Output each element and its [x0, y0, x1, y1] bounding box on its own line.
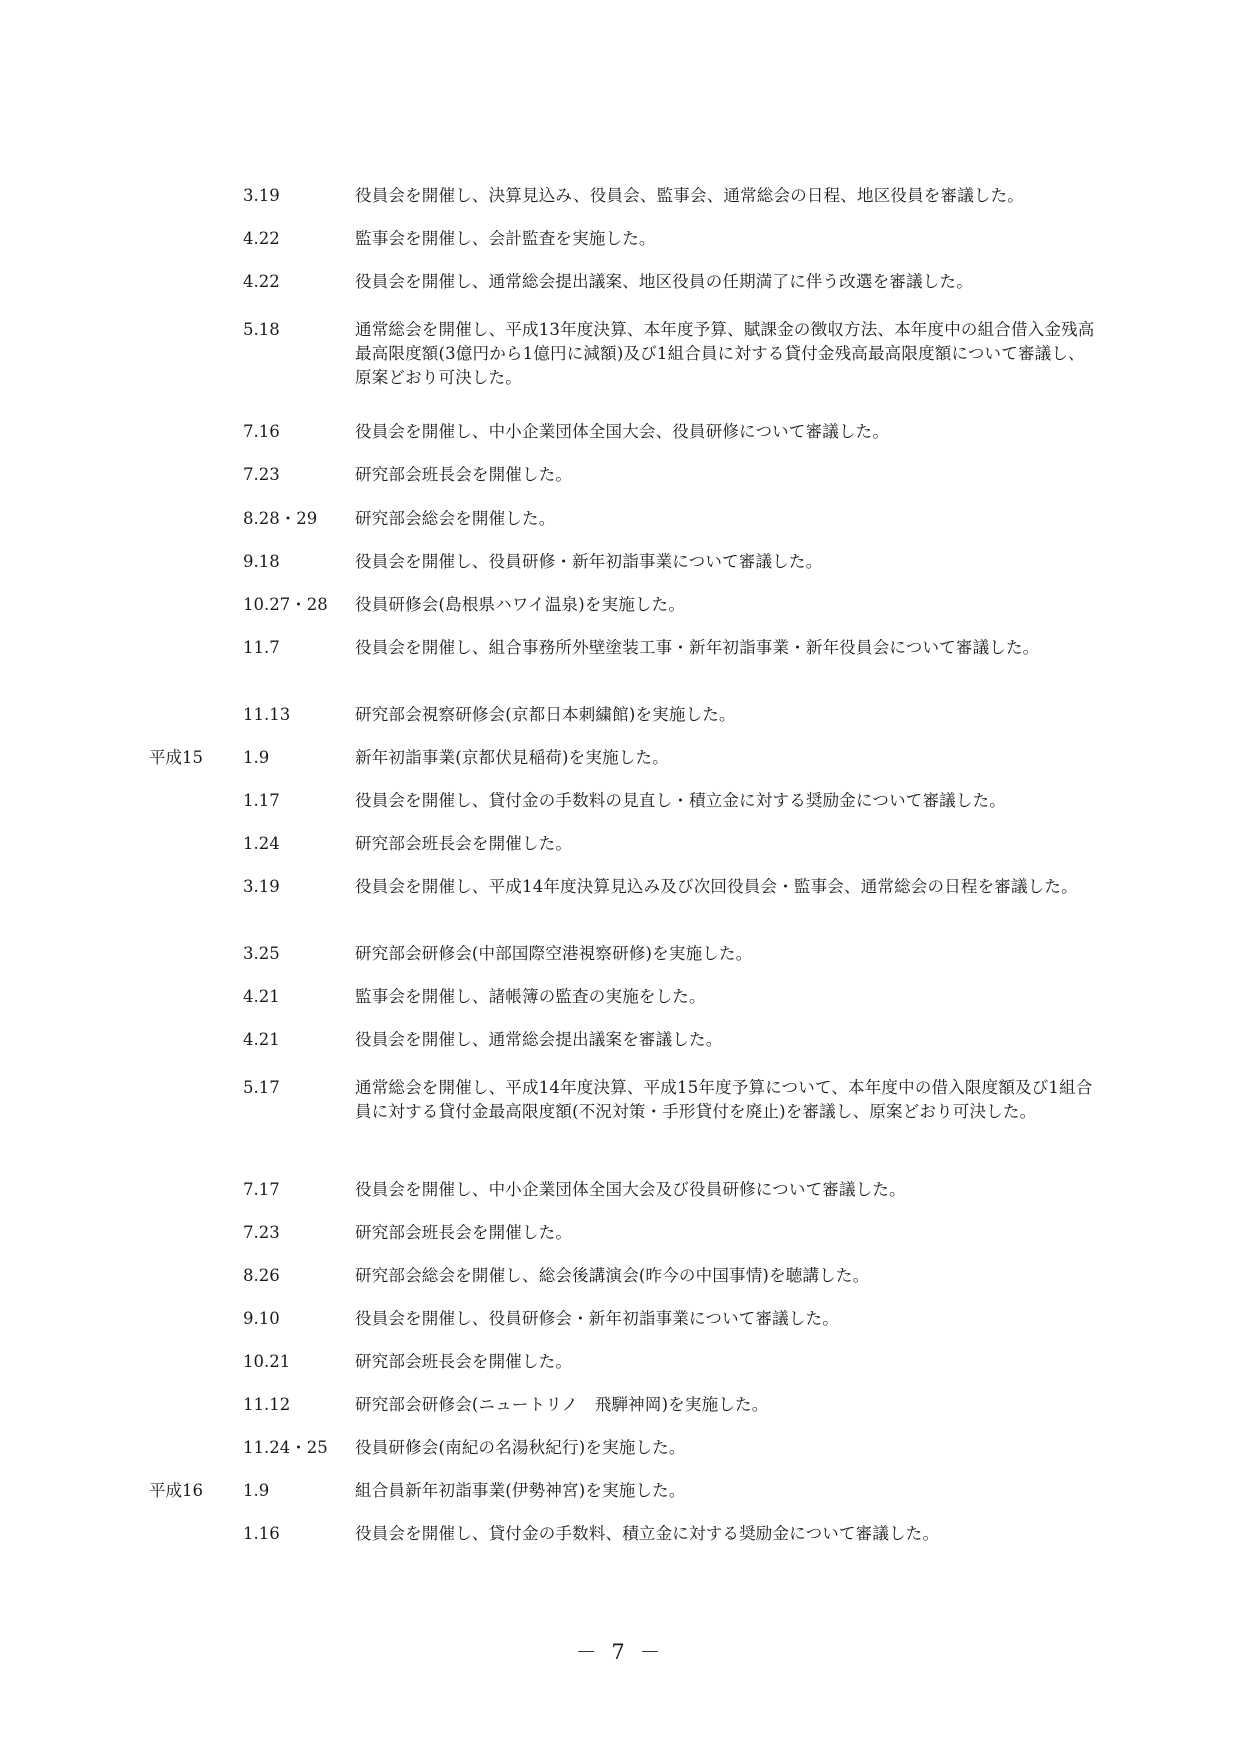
- entry-date: 1.24: [243, 834, 280, 853]
- entry-text: 役員会を開催し、貸付金の手数料の見直し・積立金に対する奨励金について審議した。: [355, 791, 1006, 810]
- entry-text: 役員会を開催し、平成14年度決算見込み及び次回役員会・監事会、通常総会の日程を審議した。: [355, 877, 1078, 896]
- entry-date: 8.28・29: [243, 509, 318, 528]
- era-year: 平成16: [149, 1481, 203, 1500]
- entry-text: 役員会を開催し、役員研修・新年初詣事業について審議した。: [355, 552, 823, 571]
- entry-text: 研究部会班長会を開催した。: [355, 1352, 573, 1371]
- entry-date: 5.17: [243, 1078, 280, 1097]
- entry-text: 研究部会総会を開催した。: [355, 509, 556, 528]
- entry-date: 10.21: [243, 1352, 291, 1371]
- entry-text: 通常総会を開催し、平成13年度決算、本年度予算、賦課金の徴収方法、本年度中の組合借入金残高最高限度額(3億円から1億円に減額)及び1組合員に対する貸付金残高最高限度額について審議し、原案どおり可決した。: [355, 320, 1095, 387]
- entry-text: 新年初詣事業(京都伏見稲荷)を実施した。: [355, 748, 669, 767]
- entry-text: 役員研修会(南紀の名湯秋紀行)を実施した。: [355, 1438, 686, 1457]
- entry-text: 役員研修会(島根県ハワイ温泉)を実施した。: [355, 595, 686, 614]
- entry-date: 7.17: [243, 1180, 280, 1199]
- entry-text: 役員会を開催し、通常総会提出議案、地区役員の任期満了に伴う改選を審議した。: [355, 272, 973, 291]
- entry-date: 11.12: [243, 1395, 291, 1414]
- entry-text: 研究部会研修会(ニュートリノ 飛騨神岡)を実施した。: [355, 1395, 769, 1414]
- entry-text: 役員会を開催し、通常総会提出議案を審議した。: [355, 1030, 723, 1049]
- entry-text: 研究部会視察研修会(京都日本刺繍館)を実施した。: [355, 705, 736, 724]
- entry-text: 組合員新年初詣事業(伊勢神宮)を実施した。: [355, 1481, 686, 1500]
- entry-date: 7.23: [243, 465, 280, 484]
- entry-text: 役員会を開催し、決算見込み、役員会、監事会、通常総会の日程、地区役員を審議した。: [355, 186, 1024, 205]
- entry-date: 11.7: [243, 638, 280, 657]
- entry-date: 7.16: [243, 422, 280, 441]
- entry-date: 3.19: [243, 186, 280, 205]
- entry-date: 1.16: [243, 1524, 280, 1543]
- entry-date: 11.24・25: [243, 1438, 328, 1457]
- entry-date: 4.21: [243, 987, 280, 1006]
- entry-text: 監事会を開催し、諸帳簿の監査の実施をした。: [355, 987, 706, 1006]
- era-year: 平成15: [149, 748, 203, 767]
- entry-text: 役員会を開催し、組合事務所外壁塗装工事・新年初詣事業・新年役員会について審議した。: [355, 638, 1040, 657]
- entry-text: 監事会を開催し、会計監査を実施した。: [355, 229, 656, 248]
- entry-date: 5.18: [243, 320, 280, 339]
- page-number: － 7 －: [575, 1640, 665, 1664]
- entry-text: 研究部会研修会(中部国際空港視察研修)を実施した。: [355, 944, 753, 963]
- entry-date: 7.23: [243, 1223, 280, 1242]
- entry-date: 3.19: [243, 877, 280, 896]
- entry-text: 研究部会総会を開催し、総会後講演会(昨今の中国事情)を聴講した。: [355, 1266, 870, 1285]
- entry-text: 役員会を開催し、貸付金の手数料、積立金に対する奨励金について審議した。: [355, 1524, 940, 1543]
- entry-date: 1.17: [243, 791, 280, 810]
- entry-date: 1.9: [243, 748, 270, 767]
- entry-text: 研究部会班長会を開催した。: [355, 465, 573, 484]
- entry-date: 4.22: [243, 229, 280, 248]
- entry-date: 8.26: [243, 1266, 280, 1285]
- entry-date: 10.27・28: [243, 595, 328, 614]
- entry-text: 研究部会班長会を開催した。: [355, 834, 573, 853]
- entry-date: 3.25: [243, 944, 280, 963]
- entry-date: 1.9: [243, 1481, 270, 1500]
- entry-date: 4.22: [243, 272, 280, 291]
- entry-date: 11.13: [243, 705, 291, 724]
- entry-date: 9.18: [243, 552, 280, 571]
- entry-text: 研究部会班長会を開催した。: [355, 1223, 573, 1242]
- entry-text: 役員会を開催し、中小企業団体全国大会、役員研修について審議した。: [355, 422, 890, 441]
- entry-text: 役員会を開催し、役員研修会・新年初詣事業について審議した。: [355, 1309, 839, 1328]
- entry-text: 通常総会を開催し、平成14年度決算、平成15年度予算について、本年度中の借入限度額及び1組合員に対する貸付金最高限度額(不況対策・手形貸付を廃止)を審議し、原案どおり可決した。: [355, 1078, 1093, 1121]
- entry-date: 9.10: [243, 1309, 280, 1328]
- entry-text: 役員会を開催し、中小企業団体全国大会及び役員研修について審議した。: [355, 1180, 906, 1199]
- entry-date: 4.21: [243, 1030, 280, 1049]
